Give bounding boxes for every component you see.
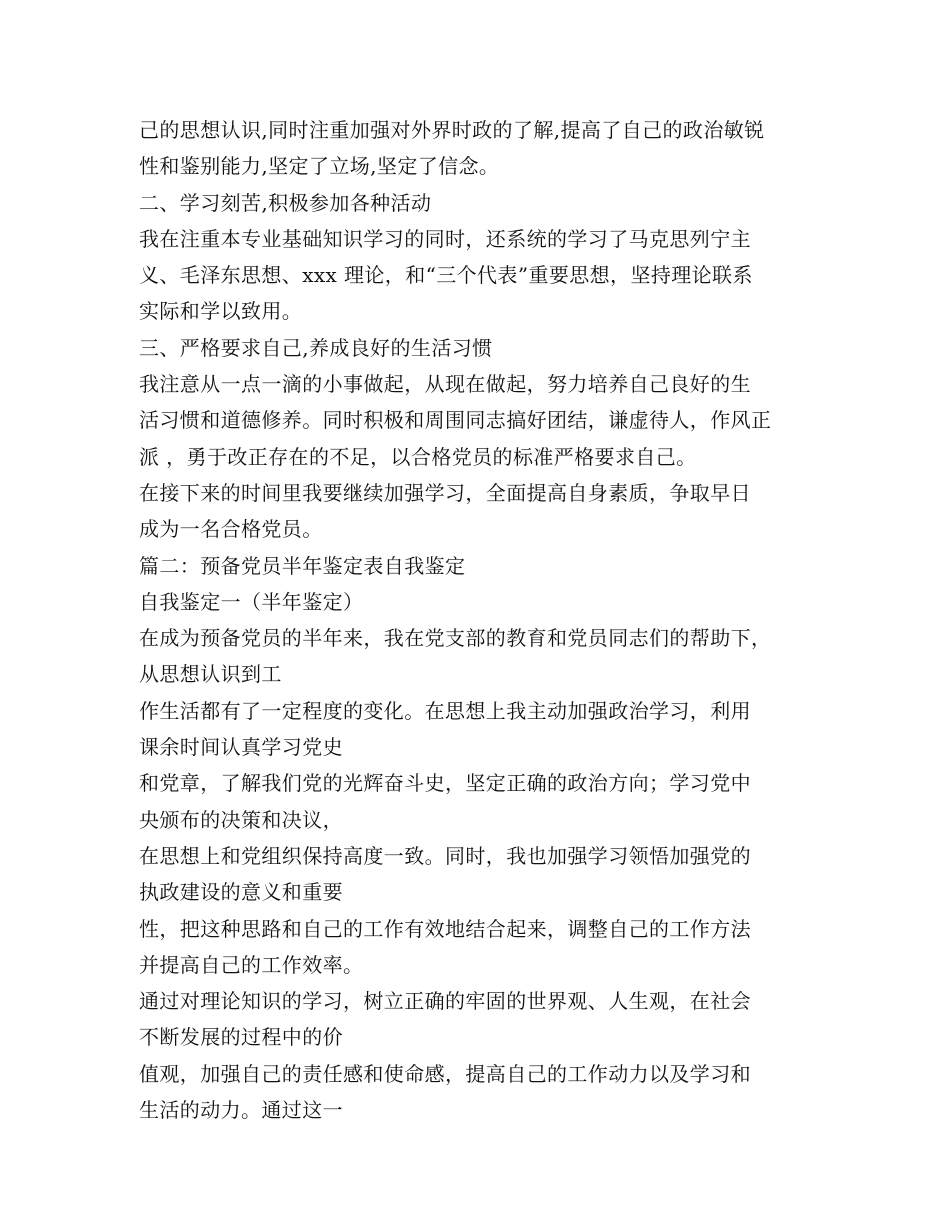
text-line: 活习惯和道德修养。同时积极和周围同志搞好团结，谦虚待人，作风正: [139, 408, 772, 433]
text-line: 课余时间认真学习党史: [139, 735, 343, 760]
text-line: 我注意从一点一滴的小事做起，从现在做起，努力培养自己良好的生: [139, 372, 751, 397]
text-line: 在思想上和党组织保持高度一致。同时，我也加强学习领悟加强党的: [139, 843, 751, 868]
text-line: 成为一名合格党员。: [139, 517, 323, 542]
document-body: [139, 112, 839, 1128]
text-line: 二、学习刻苦,积极参加各种活动: [139, 190, 432, 215]
text-line: 从思想认识到工: [139, 662, 282, 687]
text-line: 篇二：预备党员半年鉴定表自我鉴定: [139, 553, 466, 578]
text-line: 三、严格要求自己,养成良好的生活习惯: [139, 335, 493, 360]
text-line: 作生活都有了一定程度的变化。在思想上我主动加强政治学习，利用: [139, 698, 751, 723]
text-line: 执政建设的意义和重要: [139, 880, 343, 905]
text-line: 义、毛泽东思想、xxx 理论，和“三个代表”重要思想，坚持理论联系: [139, 263, 753, 288]
text-line: 生活的动力。通过这一: [139, 1098, 343, 1123]
text-line: 派 ，勇于改正存在的不足，以合格党员的标准严格要求自己。: [139, 444, 697, 469]
text-line: 己的思想认识,同时注重加强对外界时政的了解,提高了自己的政治敏锐: [139, 118, 765, 142]
text-line: 央颁布的决策和决议，: [139, 807, 343, 832]
text-line: 通过对理论知识的学习，树立正确的牢固的世界观、人生观，在社会: [139, 989, 751, 1014]
text-line: 我在注重本专业基础知识学习的同时，还系统的学习了马克思列宁主: [139, 226, 751, 251]
text-line: 在接下来的时间里我要继续加强学习，全面提高自身素质，争取早日: [139, 480, 751, 505]
text-line: 并提高自己的工作效率。: [139, 952, 364, 977]
text-line: 值观，加强自己的责任感和使命感，提高自己的工作动力以及学习和: [139, 1061, 751, 1086]
text-line: 实际和学以致用。: [139, 299, 303, 324]
text-line: 性和鉴别能力,坚定了立场,坚定了信念。: [139, 154, 500, 179]
text-line: 自我鉴定一（半年鉴定）: [139, 589, 364, 614]
text-line: 和党章，了解我们党的光辉奋斗史，坚定正确的政治方向；学习党中: [139, 771, 751, 796]
text-line: 不断发展的过程中的价: [139, 1025, 343, 1050]
text-line: 性，把这种思路和自己的工作有效地结合起来，调整自己的工作方法: [139, 916, 751, 941]
text-line: 在成为预备党员的半年来，我在党支部的教育和党员同志们的帮助下，: [139, 626, 772, 651]
